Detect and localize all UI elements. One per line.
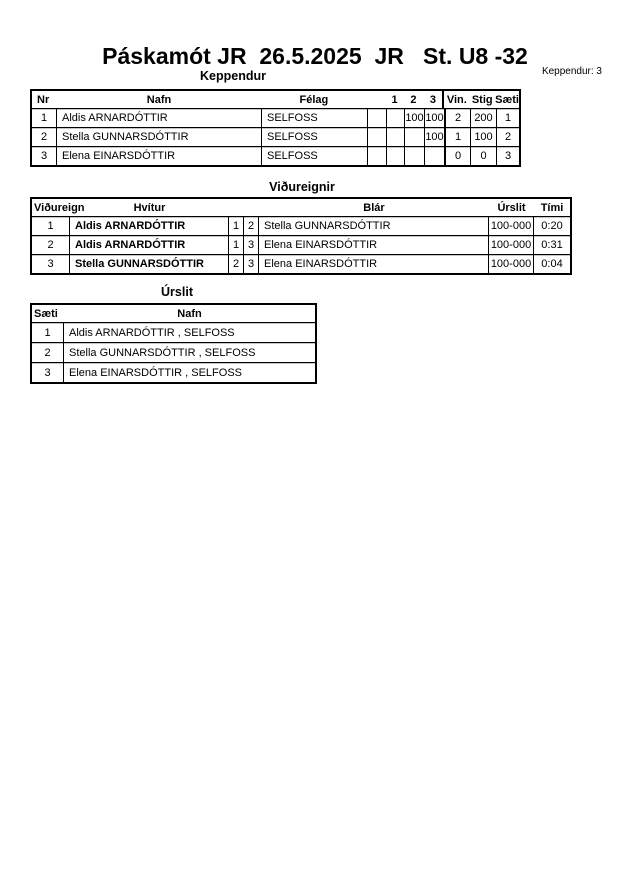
page-title: Páskamót JR 26.5.2025 JR St. U8 -32 <box>102 43 528 69</box>
section-title-competitors: Keppendur <box>200 69 266 83</box>
cell-blue-nr: 2 <box>244 217 259 235</box>
col-header-blue-nr <box>244 199 259 216</box>
col-header-spacer <box>367 91 386 108</box>
result-row <box>32 362 315 382</box>
result-row <box>32 342 315 362</box>
cell-time: 0:31 <box>541 239 563 251</box>
matches-table <box>30 197 572 275</box>
cell-place: 1 <box>32 323 64 342</box>
cell-points: 100 <box>471 128 497 146</box>
cell-blue-name: Elena EINARSDÓTTIR <box>259 236 489 254</box>
col-header-blue: Blár <box>363 201 385 214</box>
competitors-table <box>30 89 521 167</box>
col-header-place: Sæti <box>495 93 519 106</box>
cell-result: 100-000 <box>489 217 534 235</box>
match-row <box>32 216 570 235</box>
col-header-round3: 3 <box>429 93 436 106</box>
col-header-match: Viðureign <box>34 201 85 214</box>
cell-white-name: Stella GUNNARSDÓTTIR <box>70 255 229 273</box>
match-row <box>32 254 570 273</box>
cell-place: 2 <box>504 131 512 143</box>
competitor-row <box>32 127 519 146</box>
section-title-matches: Viðureignir <box>269 180 335 194</box>
cell-club: SELFOSS <box>262 147 368 165</box>
cell-time: 0:04 <box>541 258 563 270</box>
participants-count: Keppendur: 3 <box>541 66 602 77</box>
cell-match-nr: 1 <box>32 217 70 235</box>
competitor-row <box>32 146 519 165</box>
cell-match-nr: 3 <box>32 255 70 273</box>
col-header-result: Úrslit <box>497 201 526 214</box>
results-header-row <box>32 305 315 322</box>
cell-round1 <box>387 128 405 146</box>
col-header-white-nr <box>229 199 244 216</box>
competitors-header-row <box>32 91 519 108</box>
col-header-name: Nafn <box>146 93 172 106</box>
cell-name: Aldis ARNARDÓTTIR <box>57 109 262 127</box>
cell-spacer <box>368 147 387 165</box>
col-header-club: Félag <box>299 93 329 106</box>
cell-wins: 0 <box>444 147 471 165</box>
cell-round2 <box>405 128 425 146</box>
cell-round2 <box>405 147 425 165</box>
col-header-round1: 1 <box>391 93 398 106</box>
cell-points: 200 <box>471 109 497 127</box>
cell-blue-nr: 3 <box>244 236 259 254</box>
cell-wins: 1 <box>444 128 471 146</box>
cell-blue-name: Elena EINARSDÓTTIR <box>259 255 489 273</box>
col-header-round2: 2 <box>410 93 417 106</box>
cell-club: SELFOSS <box>262 128 368 146</box>
cell-spacer <box>368 128 387 146</box>
cell-nr: 2 <box>32 128 57 146</box>
cell-white-nr: 1 <box>229 236 244 254</box>
cell-round3 <box>425 147 444 165</box>
match-row <box>32 235 570 254</box>
cell-place: 3 <box>504 150 512 162</box>
cell-round2: 100 <box>405 109 425 127</box>
cell-name: Stella GUNNARSDÓTTIR <box>57 128 262 146</box>
cell-round1 <box>387 109 405 127</box>
cell-name: Elena EINARSDÓTTIR , SELFOSS <box>69 366 242 379</box>
cell-spacer <box>368 109 387 127</box>
cell-result: 100-000 <box>489 236 534 254</box>
cell-white-nr: 1 <box>229 217 244 235</box>
cell-name: Stella GUNNARSDÓTTIR , SELFOSS <box>69 346 256 359</box>
result-row <box>32 322 315 342</box>
cell-round3: 100 <box>425 112 444 124</box>
cell-name: Aldis ARNARDÓTTIR , SELFOSS <box>69 326 235 339</box>
cell-place: 1 <box>504 112 512 124</box>
col-header-wins: Vin. <box>442 91 469 108</box>
cell-blue-name: Stella GUNNARSDÓTTIR <box>259 217 489 235</box>
cell-time: 0:20 <box>541 220 563 232</box>
cell-wins: 2 <box>444 109 471 127</box>
cell-white-name: Aldis ARNARDÓTTIR <box>70 236 229 254</box>
matches-header-row <box>32 199 570 216</box>
cell-round1 <box>387 147 405 165</box>
cell-place: 2 <box>32 343 64 362</box>
cell-blue-nr: 3 <box>244 255 259 273</box>
section-title-results: Úrslit <box>161 285 193 299</box>
col-header-white: Hvítur <box>133 201 166 214</box>
cell-result: 100-000 <box>489 255 534 273</box>
cell-match-nr: 2 <box>32 236 70 254</box>
cell-round3: 100 <box>425 131 444 143</box>
cell-name: Elena EINARSDÓTTIR <box>57 147 262 165</box>
col-header-name: Nafn <box>177 307 202 320</box>
col-header-place: Sæti <box>34 307 58 320</box>
col-header-time: Tími <box>540 201 564 214</box>
results-table <box>30 303 317 384</box>
competitor-row <box>32 108 519 127</box>
cell-white-nr: 2 <box>229 255 244 273</box>
cell-white-name: Aldis ARNARDÓTTIR <box>70 217 229 235</box>
cell-place: 3 <box>32 363 64 382</box>
col-header-points: Stig <box>471 93 493 106</box>
col-header-nr: Nr <box>37 93 50 106</box>
cell-points: 0 <box>471 147 497 165</box>
cell-nr: 3 <box>32 147 57 165</box>
cell-club: SELFOSS <box>262 109 368 127</box>
cell-nr: 1 <box>32 109 57 127</box>
